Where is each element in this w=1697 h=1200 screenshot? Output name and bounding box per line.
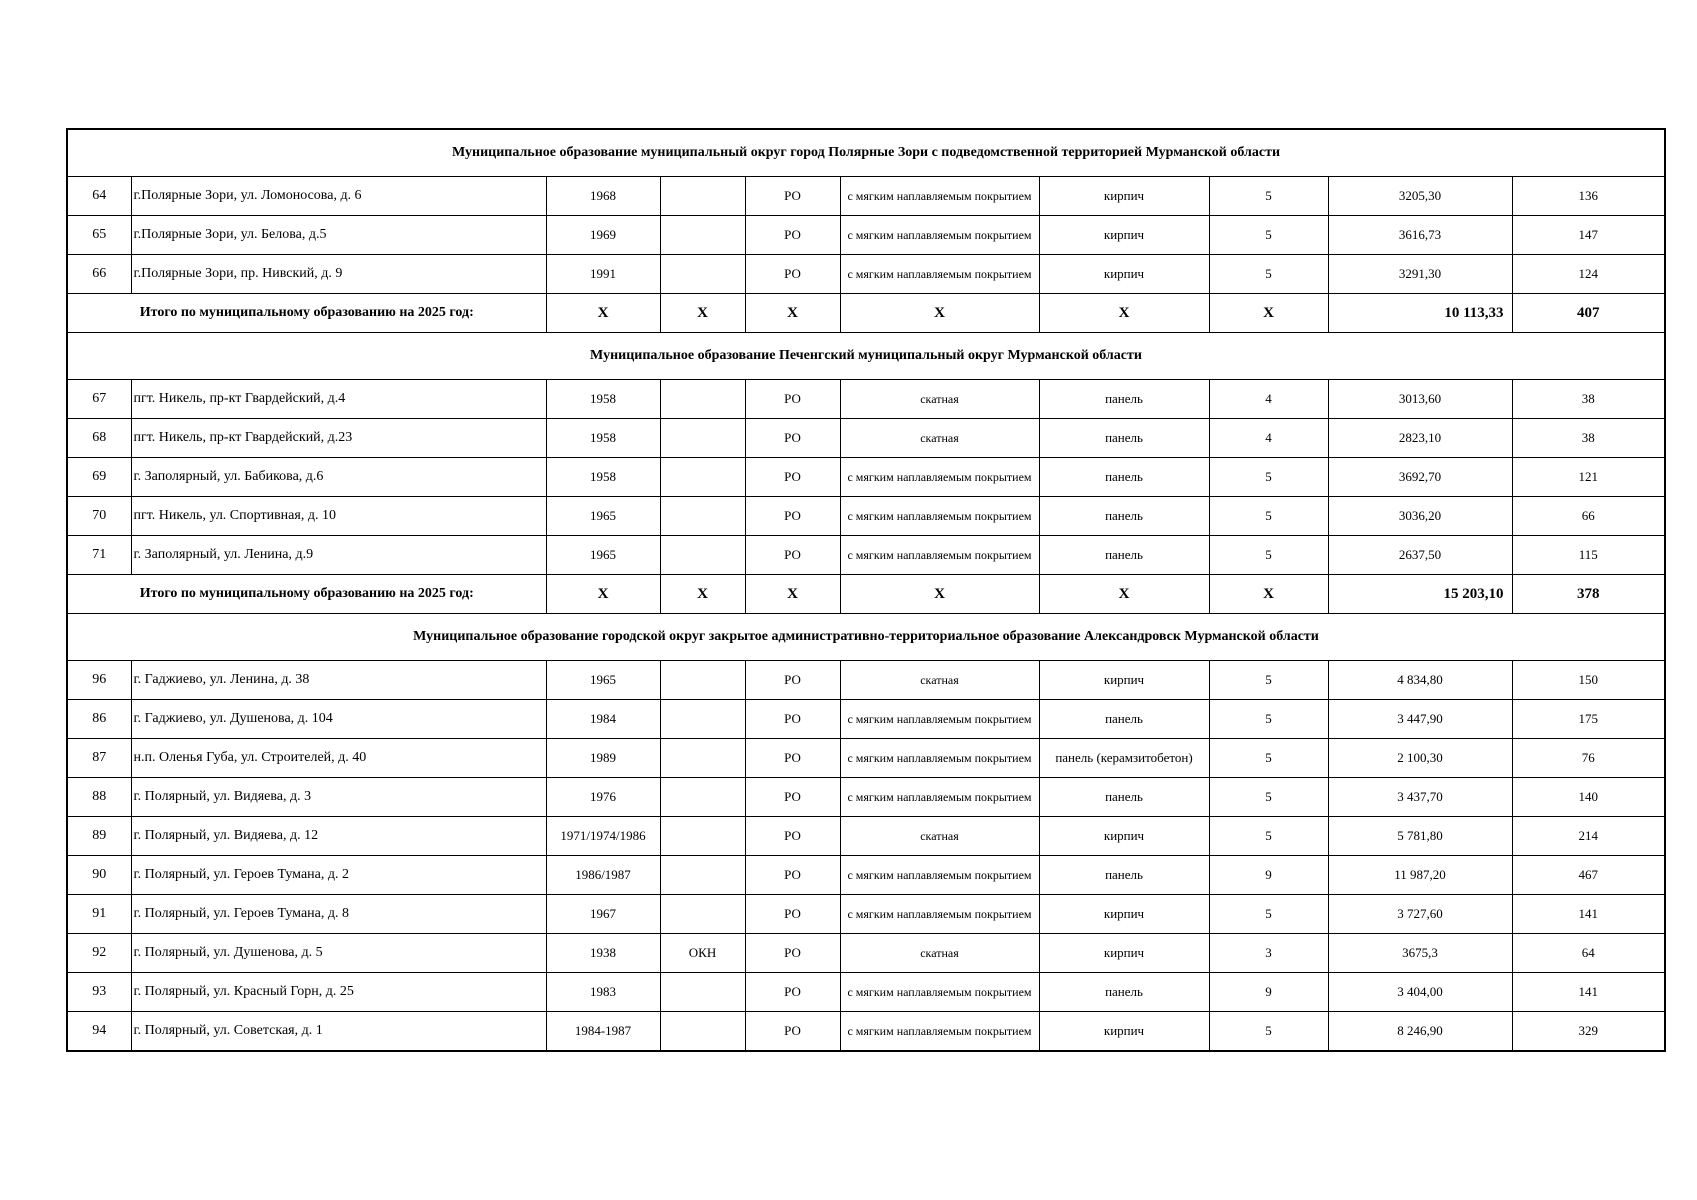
- section-title: Муниципальное образование городской округ закрытое административно-территориальное образование Александровск Мурманской области: [67, 614, 1665, 661]
- address-cell: г. Полярный, ул. Героев Тумана, д. 8: [131, 895, 546, 934]
- address-cell: г. Гаджиево, ул. Ленина, д. 38: [131, 661, 546, 700]
- total-mark: Х: [546, 575, 660, 614]
- year-cell: 1969: [546, 216, 660, 255]
- status-cell: [660, 1012, 745, 1052]
- roof-cell: с мягким наплавляемым покрытием: [840, 895, 1039, 934]
- residents-cell: 38: [1512, 380, 1665, 419]
- table-row: [67, 895, 1665, 934]
- status-cell: [660, 895, 745, 934]
- residents-cell: 38: [1512, 419, 1665, 458]
- residents-cell: 147: [1512, 216, 1665, 255]
- residents-cell: 467: [1512, 856, 1665, 895]
- residents-cell: 136: [1512, 177, 1665, 216]
- address-cell: пгт. Никель, ул. Спортивная, д. 10: [131, 497, 546, 536]
- area-cell: 3692,70: [1328, 458, 1512, 497]
- residents-cell: 140: [1512, 778, 1665, 817]
- roof-cell: с мягким наплавляемым покрытием: [840, 778, 1039, 817]
- section-title: Муниципальное образование Печенгский муниципальный округ Мурманской области: [67, 333, 1665, 380]
- total-mark: Х: [840, 294, 1039, 333]
- year-cell: 1976: [546, 778, 660, 817]
- method-cell: РО: [745, 497, 840, 536]
- method-cell: РО: [745, 700, 840, 739]
- total-mark: Х: [840, 575, 1039, 614]
- roof-cell: скатная: [840, 419, 1039, 458]
- year-cell: 1958: [546, 380, 660, 419]
- year-cell: 1991: [546, 255, 660, 294]
- year-cell: 1965: [546, 497, 660, 536]
- floors-cell: 5: [1209, 216, 1328, 255]
- area-cell: 3 404,00: [1328, 973, 1512, 1012]
- floors-cell: 4: [1209, 380, 1328, 419]
- address-cell: г. Гаджиево, ул. Душенова, д. 104: [131, 700, 546, 739]
- table-row: [67, 419, 1665, 458]
- total-mark: Х: [1039, 294, 1209, 333]
- roof-cell: скатная: [840, 380, 1039, 419]
- area-cell: 3 447,90: [1328, 700, 1512, 739]
- roof-cell: скатная: [840, 817, 1039, 856]
- floors-cell: 5: [1209, 536, 1328, 575]
- status-cell: [660, 700, 745, 739]
- table-row: [67, 177, 1665, 216]
- total-label: Итого по муниципальному образованию на 2025 год:: [67, 575, 546, 614]
- address-cell: г. Заполярный, ул. Бабикова, д.6: [131, 458, 546, 497]
- year-cell: 1968: [546, 177, 660, 216]
- method-cell: РО: [745, 661, 840, 700]
- total-area: 15 203,10: [1328, 575, 1512, 614]
- floors-cell: 5: [1209, 700, 1328, 739]
- table-row: [67, 380, 1665, 419]
- walls-cell: панель: [1039, 536, 1209, 575]
- address-cell: пгт. Никель, пр-кт Гвардейский, д.4: [131, 380, 546, 419]
- row-number: 90: [67, 856, 131, 895]
- row-number: 89: [67, 817, 131, 856]
- table-row: [67, 817, 1665, 856]
- row-number: 70: [67, 497, 131, 536]
- method-cell: РО: [745, 973, 840, 1012]
- floors-cell: 5: [1209, 778, 1328, 817]
- status-cell: [660, 458, 745, 497]
- walls-cell: кирпич: [1039, 216, 1209, 255]
- residents-cell: 329: [1512, 1012, 1665, 1052]
- area-cell: 2823,10: [1328, 419, 1512, 458]
- address-cell: пгт. Никель, пр-кт Гвардейский, д.23: [131, 419, 546, 458]
- method-cell: РО: [745, 856, 840, 895]
- walls-cell: кирпич: [1039, 1012, 1209, 1052]
- table-row: [67, 934, 1665, 973]
- walls-cell: панель: [1039, 973, 1209, 1012]
- status-cell: [660, 380, 745, 419]
- floors-cell: 5: [1209, 895, 1328, 934]
- total-row: [67, 294, 1665, 333]
- total-row: [67, 575, 1665, 614]
- residents-cell: 121: [1512, 458, 1665, 497]
- area-cell: 3205,30: [1328, 177, 1512, 216]
- walls-cell: кирпич: [1039, 177, 1209, 216]
- total-mark: Х: [660, 294, 745, 333]
- walls-cell: кирпич: [1039, 661, 1209, 700]
- status-cell: [660, 497, 745, 536]
- walls-cell: панель: [1039, 419, 1209, 458]
- year-cell: 1967: [546, 895, 660, 934]
- roof-cell: с мягким наплавляемым покрытием: [840, 536, 1039, 575]
- status-cell: [660, 778, 745, 817]
- address-cell: г. Полярный, ул. Героев Тумана, д. 2: [131, 856, 546, 895]
- row-number: 71: [67, 536, 131, 575]
- total-mark: Х: [660, 575, 745, 614]
- method-cell: РО: [745, 216, 840, 255]
- method-cell: РО: [745, 255, 840, 294]
- method-cell: РО: [745, 458, 840, 497]
- address-cell: г. Заполярный, ул. Ленина, д.9: [131, 536, 546, 575]
- residents-cell: 66: [1512, 497, 1665, 536]
- status-cell: [660, 177, 745, 216]
- total-mark: Х: [745, 575, 840, 614]
- walls-cell: кирпич: [1039, 934, 1209, 973]
- area-cell: 3675,3: [1328, 934, 1512, 973]
- roof-cell: с мягким наплавляемым покрытием: [840, 216, 1039, 255]
- status-cell: [660, 216, 745, 255]
- year-cell: 1989: [546, 739, 660, 778]
- row-number: 93: [67, 973, 131, 1012]
- method-cell: РО: [745, 739, 840, 778]
- roof-cell: с мягким наплавляемым покрытием: [840, 856, 1039, 895]
- table-row: [67, 739, 1665, 778]
- walls-cell: кирпич: [1039, 895, 1209, 934]
- floors-cell: 5: [1209, 739, 1328, 778]
- table-row: [67, 458, 1665, 497]
- residents-cell: 141: [1512, 895, 1665, 934]
- address-cell: г. Полярный, ул. Видяева, д. 12: [131, 817, 546, 856]
- year-cell: 1984: [546, 700, 660, 739]
- row-number: 64: [67, 177, 131, 216]
- total-mark: Х: [745, 294, 840, 333]
- floors-cell: 9: [1209, 856, 1328, 895]
- status-cell: ОКН: [660, 934, 745, 973]
- roof-cell: с мягким наплавляемым покрытием: [840, 255, 1039, 294]
- walls-cell: панель: [1039, 380, 1209, 419]
- total-area: 10 113,33: [1328, 294, 1512, 333]
- row-number: 96: [67, 661, 131, 700]
- roof-cell: с мягким наплавляемым покрытием: [840, 458, 1039, 497]
- address-cell: г. Полярный, ул. Красный Горн, д. 25: [131, 973, 546, 1012]
- table-row: [67, 497, 1665, 536]
- area-cell: 2 100,30: [1328, 739, 1512, 778]
- address-cell: г.Полярные Зори, ул. Ломоносова, д. 6: [131, 177, 546, 216]
- row-number: 86: [67, 700, 131, 739]
- roof-cell: с мягким наплавляемым покрытием: [840, 1012, 1039, 1052]
- roof-cell: с мягким наплавляемым покрытием: [840, 177, 1039, 216]
- table-row: [67, 973, 1665, 1012]
- walls-cell: панель (керамзитобетон): [1039, 739, 1209, 778]
- total-label: Итого по муниципальному образованию на 2025 год:: [67, 294, 546, 333]
- row-number: 66: [67, 255, 131, 294]
- residents-cell: 141: [1512, 973, 1665, 1012]
- area-cell: 2637,50: [1328, 536, 1512, 575]
- status-cell: [660, 419, 745, 458]
- section-header-row: [67, 129, 1665, 177]
- residents-cell: 115: [1512, 536, 1665, 575]
- row-number: 68: [67, 419, 131, 458]
- table-row: [67, 700, 1665, 739]
- roof-cell: скатная: [840, 661, 1039, 700]
- residents-cell: 175: [1512, 700, 1665, 739]
- section-title: Муниципальное образование муниципальный округ город Полярные Зори с подведомственной территорией Мурманской области: [67, 129, 1665, 177]
- row-number: 92: [67, 934, 131, 973]
- row-number: 88: [67, 778, 131, 817]
- area-cell: 4 834,80: [1328, 661, 1512, 700]
- year-cell: 1986/1987: [546, 856, 660, 895]
- section-header-row: [67, 333, 1665, 380]
- area-cell: 3291,30: [1328, 255, 1512, 294]
- status-cell: [660, 661, 745, 700]
- floors-cell: 5: [1209, 255, 1328, 294]
- section-header-row: [67, 614, 1665, 661]
- area-cell: 3013,60: [1328, 380, 1512, 419]
- residents-cell: 214: [1512, 817, 1665, 856]
- address-cell: г.Полярные Зори, пр. Нивский, д. 9: [131, 255, 546, 294]
- method-cell: РО: [745, 419, 840, 458]
- row-number: 65: [67, 216, 131, 255]
- method-cell: РО: [745, 1012, 840, 1052]
- floors-cell: 4: [1209, 419, 1328, 458]
- row-number: 91: [67, 895, 131, 934]
- residents-cell: 64: [1512, 934, 1665, 973]
- address-cell: г. Полярный, ул. Видяева, д. 3: [131, 778, 546, 817]
- total-mark: Х: [1209, 294, 1328, 333]
- walls-cell: панель: [1039, 700, 1209, 739]
- total-mark: Х: [1209, 575, 1328, 614]
- method-cell: РО: [745, 778, 840, 817]
- table-row: [67, 856, 1665, 895]
- roof-cell: скатная: [840, 934, 1039, 973]
- area-cell: 8 246,90: [1328, 1012, 1512, 1052]
- status-cell: [660, 817, 745, 856]
- row-number: 67: [67, 380, 131, 419]
- address-cell: г. Полярный, ул. Душенова, д. 5: [131, 934, 546, 973]
- method-cell: РО: [745, 536, 840, 575]
- total-residents: 407: [1512, 294, 1665, 333]
- floors-cell: 5: [1209, 1012, 1328, 1052]
- row-number: 69: [67, 458, 131, 497]
- residents-cell: 124: [1512, 255, 1665, 294]
- year-cell: 1965: [546, 661, 660, 700]
- row-number: 94: [67, 1012, 131, 1052]
- walls-cell: панель: [1039, 856, 1209, 895]
- area-cell: 3036,20: [1328, 497, 1512, 536]
- floors-cell: 5: [1209, 817, 1328, 856]
- status-cell: [660, 536, 745, 575]
- table-row: [67, 778, 1665, 817]
- roof-cell: с мягким наплавляемым покрытием: [840, 497, 1039, 536]
- total-mark: Х: [1039, 575, 1209, 614]
- method-cell: РО: [745, 895, 840, 934]
- walls-cell: панель: [1039, 778, 1209, 817]
- status-cell: [660, 739, 745, 778]
- year-cell: 1938: [546, 934, 660, 973]
- table-row: [67, 1012, 1665, 1052]
- table-row: [67, 216, 1665, 255]
- area-cell: 3 727,60: [1328, 895, 1512, 934]
- table-row: [67, 255, 1665, 294]
- status-cell: [660, 856, 745, 895]
- total-residents: 378: [1512, 575, 1665, 614]
- walls-cell: панель: [1039, 497, 1209, 536]
- method-cell: РО: [745, 934, 840, 973]
- walls-cell: кирпич: [1039, 817, 1209, 856]
- year-cell: 1965: [546, 536, 660, 575]
- floors-cell: 9: [1209, 973, 1328, 1012]
- residents-cell: 150: [1512, 661, 1665, 700]
- table-row: [67, 661, 1665, 700]
- table-row: [67, 536, 1665, 575]
- address-cell: г.Полярные Зори, ул. Белова, д.5: [131, 216, 546, 255]
- area-cell: 3 437,70: [1328, 778, 1512, 817]
- year-cell: 1983: [546, 973, 660, 1012]
- year-cell: 1958: [546, 419, 660, 458]
- year-cell: 1958: [546, 458, 660, 497]
- floors-cell: 5: [1209, 458, 1328, 497]
- total-mark: Х: [546, 294, 660, 333]
- floors-cell: 3: [1209, 934, 1328, 973]
- area-cell: 11 987,20: [1328, 856, 1512, 895]
- row-number: 87: [67, 739, 131, 778]
- address-cell: г. Полярный, ул. Советская, д. 1: [131, 1012, 546, 1052]
- method-cell: РО: [745, 177, 840, 216]
- roof-cell: с мягким наплавляемым покрытием: [840, 739, 1039, 778]
- roof-cell: с мягким наплавляемым покрытием: [840, 700, 1039, 739]
- floors-cell: 5: [1209, 497, 1328, 536]
- roof-cell: с мягким наплавляемым покрытием: [840, 973, 1039, 1012]
- residents-cell: 76: [1512, 739, 1665, 778]
- walls-cell: панель: [1039, 458, 1209, 497]
- method-cell: РО: [745, 380, 840, 419]
- status-cell: [660, 255, 745, 294]
- address-cell: н.п. Оленья Губа, ул. Строителей, д. 40: [131, 739, 546, 778]
- area-cell: 5 781,80: [1328, 817, 1512, 856]
- floors-cell: 5: [1209, 177, 1328, 216]
- year-cell: 1971/1974/1986: [546, 817, 660, 856]
- year-cell: 1984-1987: [546, 1012, 660, 1052]
- method-cell: РО: [745, 817, 840, 856]
- walls-cell: кирпич: [1039, 255, 1209, 294]
- floors-cell: 5: [1209, 661, 1328, 700]
- status-cell: [660, 973, 745, 1012]
- area-cell: 3616,73: [1328, 216, 1512, 255]
- housing-table: [66, 128, 1666, 1052]
